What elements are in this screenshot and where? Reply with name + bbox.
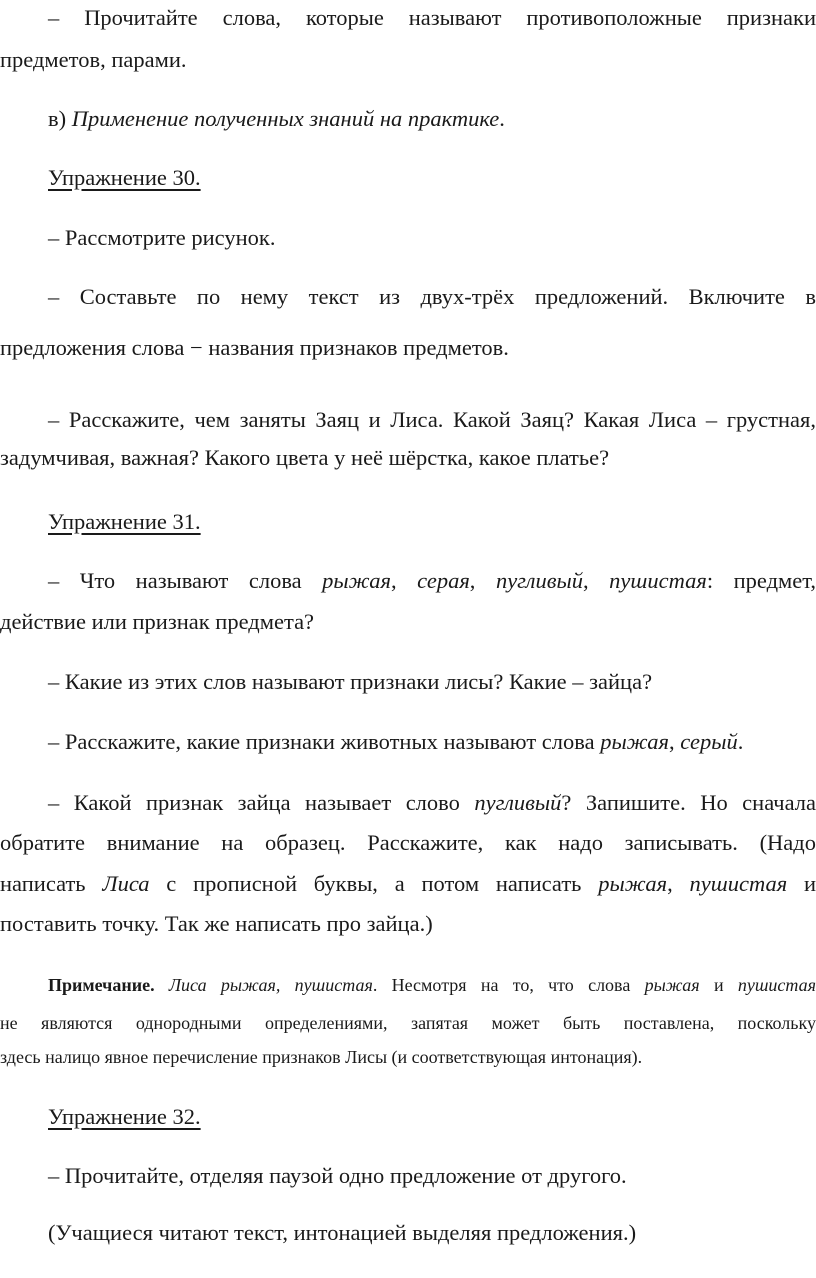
paragraph-line: – Составьте по нему текст из двух-трёх предложений. Включите в [48, 284, 816, 309]
paragraph-line: действие или признак предмета? [0, 609, 315, 634]
paragraph-line: – Расскажите, чем заняты Заяц и Лиса. Какой Заяц? Какая Лиса – грустная, [48, 407, 816, 432]
paragraph-line: предметов, парами. [0, 47, 187, 72]
note-line: здесь налицо явное перечисление признаков Лисы (и соответствующая интонация). [0, 1047, 643, 1067]
paragraph-line: – Рассмотрите рисунок. [48, 225, 276, 250]
exercise-31-title: Упражнение 31. [48, 509, 201, 534]
note-line: Примечание. Лиса рыжая, пушистая. Несмотря на то, что слова рыжая и пушистая [48, 975, 816, 995]
paragraph-line: поставить точку. Так же написать про зайца.) [0, 911, 433, 936]
paragraph-line: – Прочитайте слова, которые называют противоположные признаки [48, 5, 816, 30]
paragraph-line: – Расскажите, какие признаки животных называют слова рыжая, серый. [48, 729, 744, 754]
paragraph-line: написать Лиса с прописной буквы, а потом написать рыжая, пушистая и [0, 871, 816, 896]
paragraph-line: (Учащиеся читают текст, интонацией выделяя предложения.) [48, 1220, 637, 1245]
paragraph-line: – Какие из этих слов называют признаки лисы? Какие – зайца? [48, 669, 653, 694]
paragraph-line: задумчивая, важная? Какого цвета у неё шёрстка, какое платье? [0, 445, 610, 470]
paragraph-line: обратите внимание на образец. Расскажите, как надо записывать. (Надо [0, 830, 816, 855]
paragraph-line: предложения слова − названия признаков предметов. [0, 335, 509, 360]
note-line: не являются однородными определениями, запятая может быть поставлена, поскольку [0, 1013, 816, 1033]
section-heading: в) Применение полученных знаний на практике. [48, 106, 505, 131]
paragraph-line: – Прочитайте, отделяя паузой одно предложение от другого. [48, 1163, 627, 1188]
exercise-30-title: Упражнение 30. [48, 165, 201, 190]
exercise-32-title: Упражнение 32. [48, 1104, 201, 1129]
paragraph-line: – Какой признак зайца называет слово пугливый? Запишите. Но сначала [48, 790, 816, 815]
paragraph-line: – Что называют слова рыжая, серая, пугливый, пушистая: предмет, [48, 568, 816, 593]
note-label: Примечание. [48, 975, 155, 995]
